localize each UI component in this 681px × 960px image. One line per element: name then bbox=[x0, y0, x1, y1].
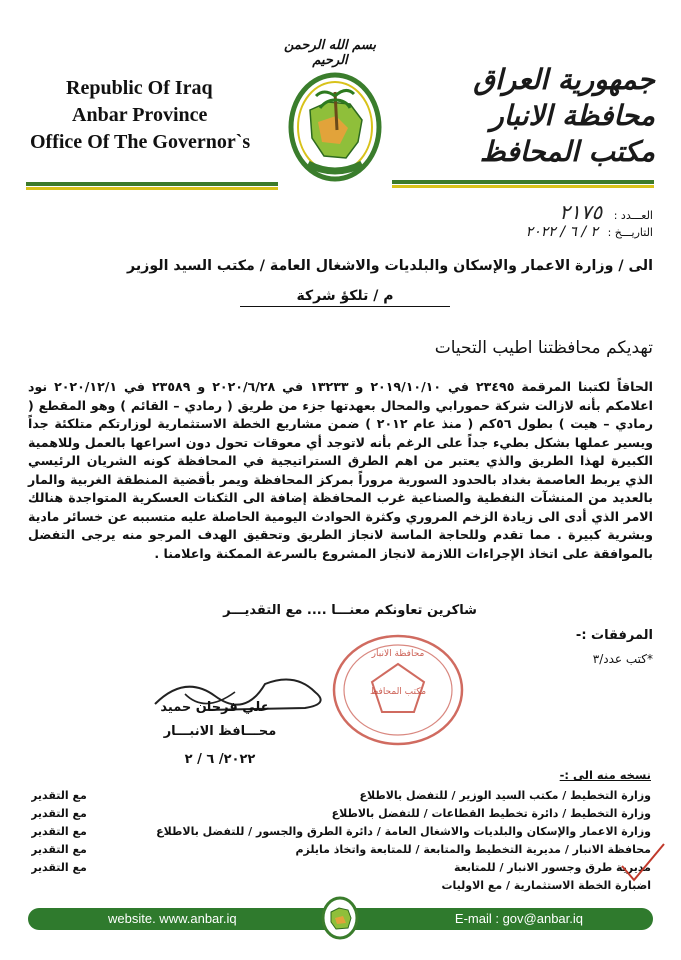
header-rule-left bbox=[26, 182, 278, 186]
basmala: بسم الله الرحمن الرحيم bbox=[284, 38, 376, 68]
official-stamp bbox=[328, 630, 468, 750]
anbar-emblem-logo bbox=[288, 72, 382, 184]
copies-row-3-text: وزارة الاعمار والإسكان والبلديات والاشغال العامة / دائرة الطرق والجسور / للتفضل بالاطلاع bbox=[156, 825, 651, 838]
header-english-line-2: Anbar Province bbox=[72, 104, 208, 126]
header-arabic-line-3: مكتب المحافظ bbox=[479, 135, 655, 168]
header-english-block bbox=[30, 75, 250, 156]
copies-row-1-tail: مع التقدير bbox=[31, 789, 87, 802]
signature-title: محـــافظ الانبـــار bbox=[163, 724, 277, 739]
stamp-center-text: مكتب المحافظ bbox=[369, 687, 427, 697]
copies-row-4-tail: مع التقدير bbox=[31, 843, 87, 856]
header-arabic-block bbox=[425, 62, 655, 170]
copies-row-6-text: اضبارة الخطة الاستثمارية / مع الاوليات bbox=[441, 879, 651, 892]
copies-row-3 bbox=[31, 824, 651, 840]
copies-row-5 bbox=[31, 860, 651, 876]
copies-row-5-text: مديرية طرق وجسور الانبار / للمتابعة bbox=[453, 861, 651, 874]
footer-website-link[interactable]: website. www.anbar.iq bbox=[108, 911, 237, 926]
header-arabic-line-2: محافظة الانبار bbox=[490, 99, 655, 132]
ref-date-value: ٢ / ٦ / ٢٠٢٢ bbox=[525, 224, 599, 240]
copies-row-1 bbox=[31, 788, 651, 804]
header-rule-left-accent bbox=[26, 187, 278, 190]
header-arabic-line-1: جمهورية العراق bbox=[473, 63, 655, 96]
copies-row-2-text: وزارة التخطيط / دائرة تخطيط القطاعات / للتفضل بالاطلاع bbox=[331, 807, 651, 820]
signature-name: علي فرحان حميد bbox=[160, 700, 270, 715]
copies-row-1-text: وزارة التخطيط / مكتب السيد الوزير / للتفضل بالاطلاع bbox=[359, 789, 651, 802]
footer-email-link[interactable]: E-mail : gov@anbar.iq bbox=[454, 911, 583, 926]
footer-emblem-logo bbox=[321, 896, 359, 940]
addressee-subject: م / تلكؤ شركة bbox=[240, 288, 450, 307]
ref-date-row bbox=[453, 224, 653, 240]
stamp-ring-text: محافظة الانبار bbox=[371, 649, 425, 659]
copies-row-3-tail: مع التقدير bbox=[31, 825, 87, 838]
attachments-item: *كتب عدد/٣ bbox=[592, 652, 653, 666]
copies-row-2-tail: مع التقدير bbox=[31, 807, 87, 820]
copies-row-4-text: محافظة الانبار / مديرية التخطيط والمتابعة / للمتابعة واتخاذ مايلزم bbox=[295, 843, 651, 856]
ref-date-label: التاريـــخ : bbox=[607, 226, 653, 239]
greeting: تهديكم محافظتنا اطيب التحيات bbox=[434, 338, 653, 358]
ref-number-row bbox=[453, 200, 653, 224]
copies-row-5-tail: مع التقدير bbox=[31, 861, 87, 874]
header-rule-right-accent bbox=[392, 185, 654, 188]
header-rule-right bbox=[392, 180, 654, 184]
handwritten-signature bbox=[145, 664, 345, 724]
copies-label: نسخه منه الى :- bbox=[559, 768, 651, 782]
checkmark-icon bbox=[618, 836, 668, 886]
letter-body: الحاقاً لكتبنا المرقمة ٢٣٤٩٥ في ٢٠١٩/١٠/١٠ و ١٣٢٣٣ في ٢٠٢٠/٦/٢٨ و ٢٣٥٨٩ في ٢٠٢٠/١٢/١ نود اعلامكم بأنه لازالت شركة حمورابي والمحال بعهدتها جزء من طريق ( رمادي – القائم ) وهو المقطع ( رمادي – هيت ) بطول ٥٦كم ( منذ عام ٢٠١٢ ) ضمن مشاريع الخطة الاستثمارية لوزارتكم متلكئة جداً ويسير عملها بشكل بطيء جداً على الرغم بأنه لاتوجد أي معوقات تحول دون اسراعها بالعمل وللاهمية الكبيرة لهذا الطريق والذي يعتبر من اهم الطرق الستراتيجية في المحافظة كونه الشريان الرئيسي الذي يربط العاصمة بغداد بالحدود السورية مروراً بمركز المحافظة ويمر بأقضية المنطقة الغربية والمار بالعديد من المنشآت النفطية والصناعية غرب المحافظة إضافة الى الثكنات العسكرية المتواجدة هنالك الامر الذي أدى الى زيادة الزخم المروري وكثرة الحوادث اليومية الحاصلة عليه متسببه عن خسائر مادية وبشرية كبيرة . مما تقدم وللحاجة الماسة لانجاز الطريق وتحقيق الهدف المرجو منه يرجى التفضل بالموافقة على اتخاذ الإجراءات اللازمة لانجاز المشروع بالسرعة الممكنة واعلامنا . bbox=[28, 379, 653, 561]
copies-row-4 bbox=[31, 842, 651, 858]
copies-row-2 bbox=[31, 806, 651, 822]
addressee-line-1: الى / وزارة الاعمار والإسكان والبلديات والاشغال العامة / مكتب السيد الوزير bbox=[127, 258, 653, 274]
copies-row-6 bbox=[31, 878, 651, 894]
attachments-label: المرفقات :- bbox=[575, 628, 653, 643]
ref-number-value: ٢١٧٥ bbox=[559, 200, 603, 224]
ref-number-label: العـــدد : bbox=[613, 209, 653, 222]
signature-date: ٢٠٢٢/ ٦ / ٢ bbox=[184, 752, 256, 767]
closing-line: شاكرين تعاونكم معنـــا .... مع التقديـــر bbox=[223, 603, 477, 618]
header-english-line-3: Office Of The Governor`s bbox=[30, 131, 251, 153]
header-english-line-1: Republic Of Iraq bbox=[66, 77, 213, 99]
